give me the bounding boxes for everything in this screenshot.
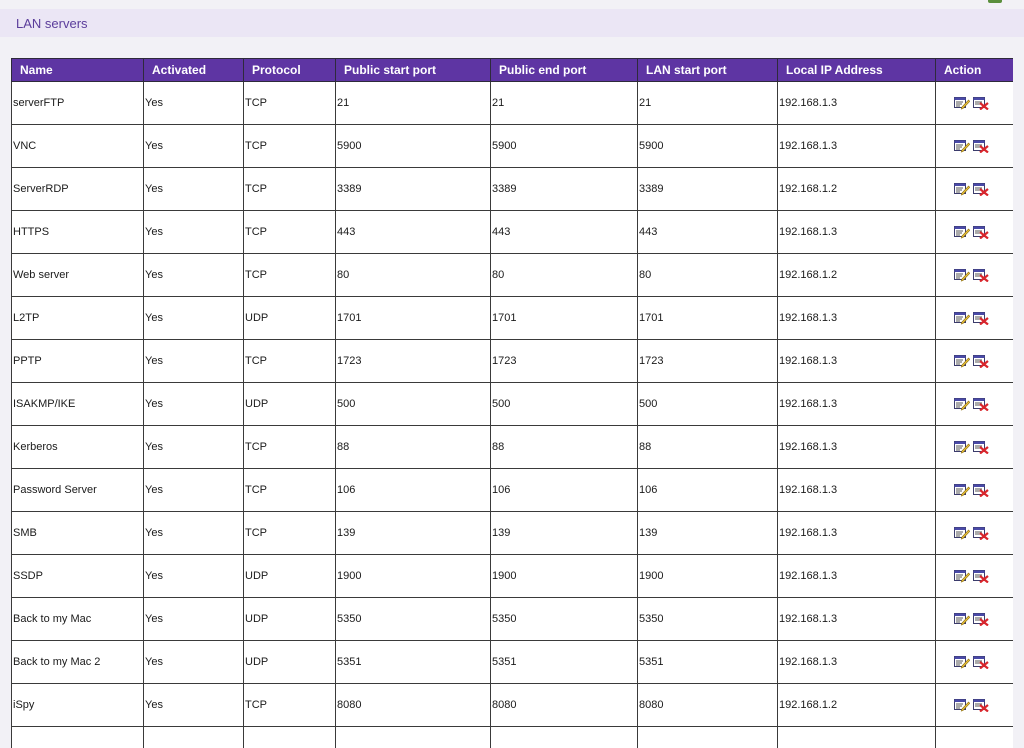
cell-local-ip: 192.168.1.3	[778, 211, 936, 254]
cell-public-end-port: 5900	[491, 125, 638, 168]
delete-icon[interactable]	[973, 397, 989, 411]
delete-icon[interactable]	[973, 311, 989, 325]
cell-name: Kerberos	[12, 426, 144, 469]
edit-icon[interactable]	[954, 397, 970, 411]
table-row	[12, 512, 1014, 555]
edit-icon[interactable]	[954, 526, 970, 540]
cell-public-end-port: 5350	[491, 598, 638, 641]
table-row	[12, 383, 1014, 426]
cell-action	[936, 641, 1014, 684]
cell-activated: Yes	[144, 340, 244, 383]
cell-activated: Yes	[144, 469, 244, 512]
cell-public-end-port: 3389	[491, 168, 638, 211]
delete-icon[interactable]	[973, 655, 989, 669]
cell-name: ServerRDP	[12, 168, 144, 211]
cell-name: SSDP	[12, 555, 144, 598]
table-body	[12, 82, 1014, 748]
cell-action	[936, 211, 1014, 254]
cell-protocol: UDP	[244, 641, 336, 684]
col-header-public-start-port[interactable]: Public start port	[336, 59, 491, 82]
cell-public-start-port: 443	[336, 211, 491, 254]
cell-lan-start-port: 1900	[638, 555, 778, 598]
col-header-local-ip[interactable]: Local IP Address	[778, 59, 936, 82]
table-row	[12, 254, 1014, 297]
cell-activated: Yes	[144, 598, 244, 641]
cell-public-end-port: 5351	[491, 641, 638, 684]
cell-activated: Yes	[144, 383, 244, 426]
cell-lan-start-port: 139	[638, 512, 778, 555]
table-row	[12, 555, 1014, 598]
cell-name: Web server	[12, 254, 144, 297]
cell-public-start-port: 8080	[336, 684, 491, 727]
cell-lan-start-port: 5351	[638, 641, 778, 684]
cell-public-start-port: 3389	[336, 168, 491, 211]
delete-icon[interactable]	[973, 483, 989, 497]
cell-protocol: UDP	[244, 555, 336, 598]
cell-protocol: UDP	[244, 383, 336, 426]
cell-lan-start-port: 1723	[638, 340, 778, 383]
cell-protocol: UDP	[244, 297, 336, 340]
cell-activated: Yes	[144, 512, 244, 555]
col-header-name[interactable]: Name	[12, 59, 144, 82]
cell-local-ip: 192.168.1.3	[778, 383, 936, 426]
cell-public-end-port: 1701	[491, 297, 638, 340]
delete-icon[interactable]	[973, 698, 989, 712]
cell-action	[936, 469, 1014, 512]
delete-icon[interactable]	[973, 182, 989, 196]
delete-icon[interactable]	[973, 268, 989, 282]
cell-local-ip: 192.168.1.3	[778, 469, 936, 512]
cell-protocol: TCP	[244, 254, 336, 297]
cell-action	[936, 168, 1014, 211]
cell-activated	[144, 727, 244, 748]
col-header-lan-start-port[interactable]: LAN start port	[638, 59, 778, 82]
cell-public-start-port: 5350	[336, 598, 491, 641]
cell-public-end-port: 139	[491, 512, 638, 555]
cell-public-start-port: 80	[336, 254, 491, 297]
cell-name: iSpy	[12, 684, 144, 727]
table-row	[12, 297, 1014, 340]
cell-name: VNC	[12, 125, 144, 168]
cell-activated: Yes	[144, 82, 244, 125]
cell-name: Password Server	[12, 469, 144, 512]
cell-lan-start-port: 500	[638, 383, 778, 426]
cell-lan-start-port	[638, 727, 778, 748]
section-header	[0, 9, 1024, 37]
cell-protocol: TCP	[244, 125, 336, 168]
cell-public-end-port: 88	[491, 426, 638, 469]
cell-name	[12, 727, 144, 748]
cell-local-ip: 192.168.1.2	[778, 168, 936, 211]
cell-action	[936, 426, 1014, 469]
cell-public-start-port: 88	[336, 426, 491, 469]
cell-public-end-port: 80	[491, 254, 638, 297]
cell-public-end-port: 443	[491, 211, 638, 254]
edit-icon[interactable]	[954, 354, 970, 368]
delete-icon[interactable]	[973, 440, 989, 454]
edit-icon[interactable]	[954, 483, 970, 497]
edit-icon[interactable]	[954, 612, 970, 626]
cell-local-ip	[778, 727, 936, 748]
cell-activated: Yes	[144, 555, 244, 598]
cell-public-end-port: 8080	[491, 684, 638, 727]
cell-action	[936, 82, 1014, 125]
cell-public-end-port: 1900	[491, 555, 638, 598]
cell-public-end-port: 500	[491, 383, 638, 426]
cell-local-ip: 192.168.1.3	[778, 82, 936, 125]
table-row	[12, 211, 1014, 254]
cell-activated: Yes	[144, 254, 244, 297]
cell-public-end-port: 106	[491, 469, 638, 512]
edit-icon[interactable]	[954, 569, 970, 583]
corner-indicator	[988, 0, 1002, 3]
table-row	[12, 641, 1014, 684]
cell-public-start-port: 1701	[336, 297, 491, 340]
cell-name: HTTPS	[12, 211, 144, 254]
cell-action	[936, 340, 1014, 383]
edit-icon[interactable]	[954, 182, 970, 196]
cell-public-end-port: 1723	[491, 340, 638, 383]
cell-action	[936, 684, 1014, 727]
cell-protocol: TCP	[244, 426, 336, 469]
cell-name: L2TP	[12, 297, 144, 340]
cell-local-ip: 192.168.1.3	[778, 512, 936, 555]
cell-local-ip: 192.168.1.2	[778, 254, 936, 297]
cell-public-end-port	[491, 727, 638, 748]
cell-activated: Yes	[144, 125, 244, 168]
cell-action	[936, 383, 1014, 426]
cell-name: PPTP	[12, 340, 144, 383]
table-row	[12, 727, 1014, 748]
edit-icon[interactable]	[954, 440, 970, 454]
cell-protocol: TCP	[244, 469, 336, 512]
cell-name: SMB	[12, 512, 144, 555]
cell-public-start-port: 500	[336, 383, 491, 426]
cell-local-ip: 192.168.1.3	[778, 598, 936, 641]
cell-activated: Yes	[144, 297, 244, 340]
delete-icon[interactable]	[973, 526, 989, 540]
table-row	[12, 125, 1014, 168]
cell-action	[936, 598, 1014, 641]
cell-activated: Yes	[144, 211, 244, 254]
cell-public-start-port: 5900	[336, 125, 491, 168]
cell-local-ip: 192.168.1.3	[778, 555, 936, 598]
edit-icon[interactable]	[954, 225, 970, 239]
table-row	[12, 426, 1014, 469]
table-row	[12, 684, 1014, 727]
cell-action	[936, 125, 1014, 168]
cell-action	[936, 727, 1014, 748]
cell-lan-start-port: 3389	[638, 168, 778, 211]
edit-icon[interactable]	[954, 96, 970, 110]
delete-icon[interactable]	[973, 225, 989, 239]
lan-servers-table	[11, 58, 1013, 748]
cell-local-ip: 192.168.1.3	[778, 297, 936, 340]
cell-protocol: UDP	[244, 598, 336, 641]
cell-local-ip: 192.168.1.3	[778, 125, 936, 168]
cell-protocol: TCP	[244, 82, 336, 125]
cell-lan-start-port: 1701	[638, 297, 778, 340]
cell-lan-start-port: 5900	[638, 125, 778, 168]
cell-lan-start-port: 21	[638, 82, 778, 125]
table-row	[12, 168, 1014, 211]
delete-icon[interactable]	[973, 354, 989, 368]
cell-protocol: TCP	[244, 211, 336, 254]
cell-public-start-port	[336, 727, 491, 748]
table-header-row	[12, 59, 1014, 82]
cell-protocol: TCP	[244, 340, 336, 383]
cell-action	[936, 254, 1014, 297]
cell-lan-start-port: 443	[638, 211, 778, 254]
cell-activated: Yes	[144, 641, 244, 684]
cell-name: serverFTP	[12, 82, 144, 125]
cell-activated: Yes	[144, 684, 244, 727]
cell-lan-start-port: 8080	[638, 684, 778, 727]
cell-protocol: TCP	[244, 512, 336, 555]
cell-public-start-port: 1900	[336, 555, 491, 598]
edit-icon[interactable]	[954, 655, 970, 669]
delete-icon[interactable]	[973, 569, 989, 583]
cell-name: ISAKMP/IKE	[12, 383, 144, 426]
col-header-protocol[interactable]: Protocol	[244, 59, 336, 82]
cell-public-start-port: 1723	[336, 340, 491, 383]
cell-name: Back to my Mac 2	[12, 641, 144, 684]
cell-public-start-port: 5351	[336, 641, 491, 684]
table-row	[12, 469, 1014, 512]
edit-icon[interactable]	[954, 311, 970, 325]
table-row	[12, 598, 1014, 641]
delete-icon[interactable]	[973, 612, 989, 626]
cell-local-ip: 192.168.1.3	[778, 641, 936, 684]
cell-name: Back to my Mac	[12, 598, 144, 641]
cell-action	[936, 512, 1014, 555]
table-container	[11, 58, 1013, 748]
cell-protocol: TCP	[244, 684, 336, 727]
delete-icon[interactable]	[973, 96, 989, 110]
cell-public-end-port: 21	[491, 82, 638, 125]
delete-icon[interactable]	[973, 139, 989, 153]
cell-local-ip: 192.168.1.3	[778, 340, 936, 383]
cell-protocol: TCP	[244, 168, 336, 211]
cell-lan-start-port: 106	[638, 469, 778, 512]
edit-icon[interactable]	[954, 698, 970, 712]
cell-public-start-port: 21	[336, 82, 491, 125]
edit-icon[interactable]	[954, 268, 970, 282]
col-header-activated[interactable]: Activated	[144, 59, 244, 82]
page-title: LAN servers	[16, 16, 88, 31]
cell-action	[936, 555, 1014, 598]
cell-public-start-port: 106	[336, 469, 491, 512]
cell-activated: Yes	[144, 426, 244, 469]
cell-activated: Yes	[144, 168, 244, 211]
table-row	[12, 82, 1014, 125]
cell-action	[936, 297, 1014, 340]
cell-local-ip: 192.168.1.2	[778, 684, 936, 727]
col-header-public-end-port[interactable]: Public end port	[491, 59, 638, 82]
cell-lan-start-port: 5350	[638, 598, 778, 641]
table-row	[12, 340, 1014, 383]
cell-public-start-port: 139	[336, 512, 491, 555]
cell-protocol	[244, 727, 336, 748]
cell-lan-start-port: 80	[638, 254, 778, 297]
cell-local-ip: 192.168.1.3	[778, 426, 936, 469]
cell-lan-start-port: 88	[638, 426, 778, 469]
edit-icon[interactable]	[954, 139, 970, 153]
col-header-action: Action	[936, 59, 1014, 82]
